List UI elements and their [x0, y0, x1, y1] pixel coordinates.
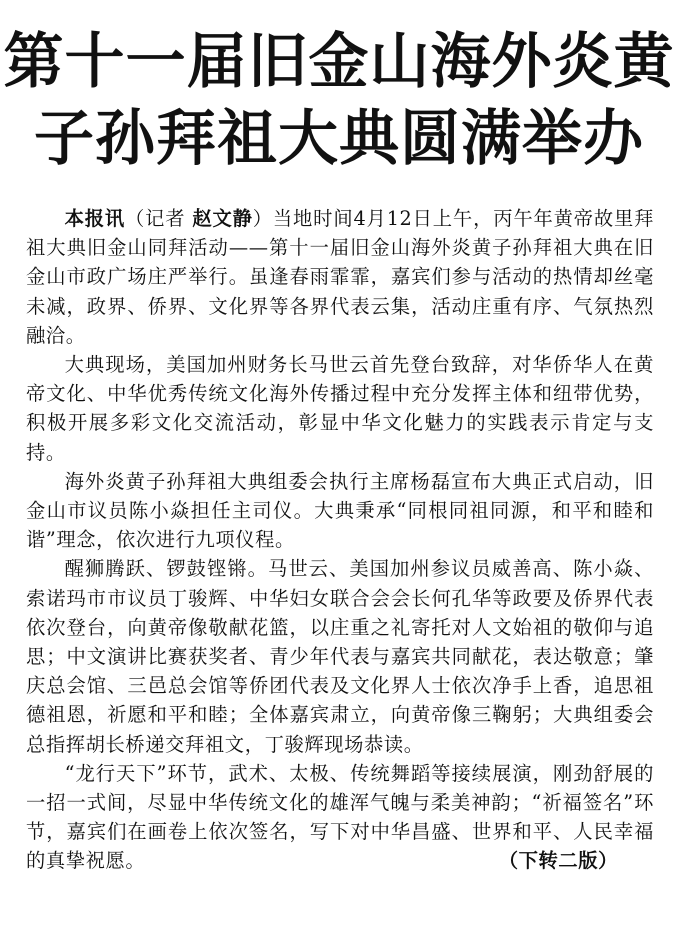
paragraph-2: 大典现场，美国加州财务长马世云首先登台致辞，对华侨华人在黄帝文化、中华优秀传统文化海外传播过程中充分发挥主体和纽带优势，积极开展多彩文化交流活动，彰显中华文化魅力的实践表示肯定与支持。 [26, 353, 654, 464]
byline-close: ） [252, 207, 273, 230]
headline-line-1: 第十一届旧金山海外炎黄 [3, 27, 675, 97]
headline-line-2: 子孙拜祖大典圆满举办 [34, 104, 644, 174]
paragraph-4: 醒狮腾跃、锣鼓铿锵。马世云、美国加州参议员威善高、陈小焱、索诺玛市市议员丁骏辉、中华妇女联合会会长何孔华等政要及侨界代表依次登台，向黄帝像敬献花篮，以庄重之礼寄托对人文始祖的敬仰与追思；中文演讲比赛获奖者、青少年代表与嘉宾共同献花，表达敬意；肇庆总会馆、三邑总会馆等侨团代表及文化界人士依次净手上香，追思祖德祖恩，祈愿和平和睦；全体嘉宾肃立，向黄帝像三鞠躬；大典组委会总指挥胡长桥递交拜祖文，丁骏辉现场恭读。 [26, 557, 654, 756]
reporter-name: 赵文静 [192, 207, 253, 230]
continued-note: （下转二版） [498, 849, 618, 873]
paragraph-5 [26, 759, 654, 876]
byline-open: （记者 [125, 207, 193, 230]
headline [0, 24, 678, 178]
paragraph-1-text: 当地时间4月12日上午，丙午年黄帝故里拜祖大典旧金山同拜活动——第十一届旧金山海外炎黄子孙拜祖大典在旧金山市政广场庄严举行。虽逢春雨霏霏，嘉宾们参与活动的热情却丝毫未减，政界、侨界、文化界等各界代表云集，活动庄重有序、气氛热烈融洽。 [26, 207, 654, 347]
dateline: 本报讯 [64, 207, 125, 230]
paragraph-1 [26, 204, 654, 350]
paragraph-3: 海外炎黄子孙拜祖大典组委会执行主席杨磊宣布大典正式启动，旧金山市议员陈小焱担任主司仪。大典秉承“同根同祖同源，和平和睦和谐”理念，依次进行九项仪程。 [26, 469, 654, 552]
paragraph-5-text: “龙行天下”环节，武术、太极、传统舞蹈等接续展演，刚劲舒展的一招一式间，尽显中华传统文化的雄浑气魄与柔美神韵；“祈福签名”环节，嘉宾们在画卷上依次签名，写下对中华昌盛、世界和平、人民幸福的真挚祝愿。 [26, 761, 654, 873]
article-body [26, 204, 654, 876]
